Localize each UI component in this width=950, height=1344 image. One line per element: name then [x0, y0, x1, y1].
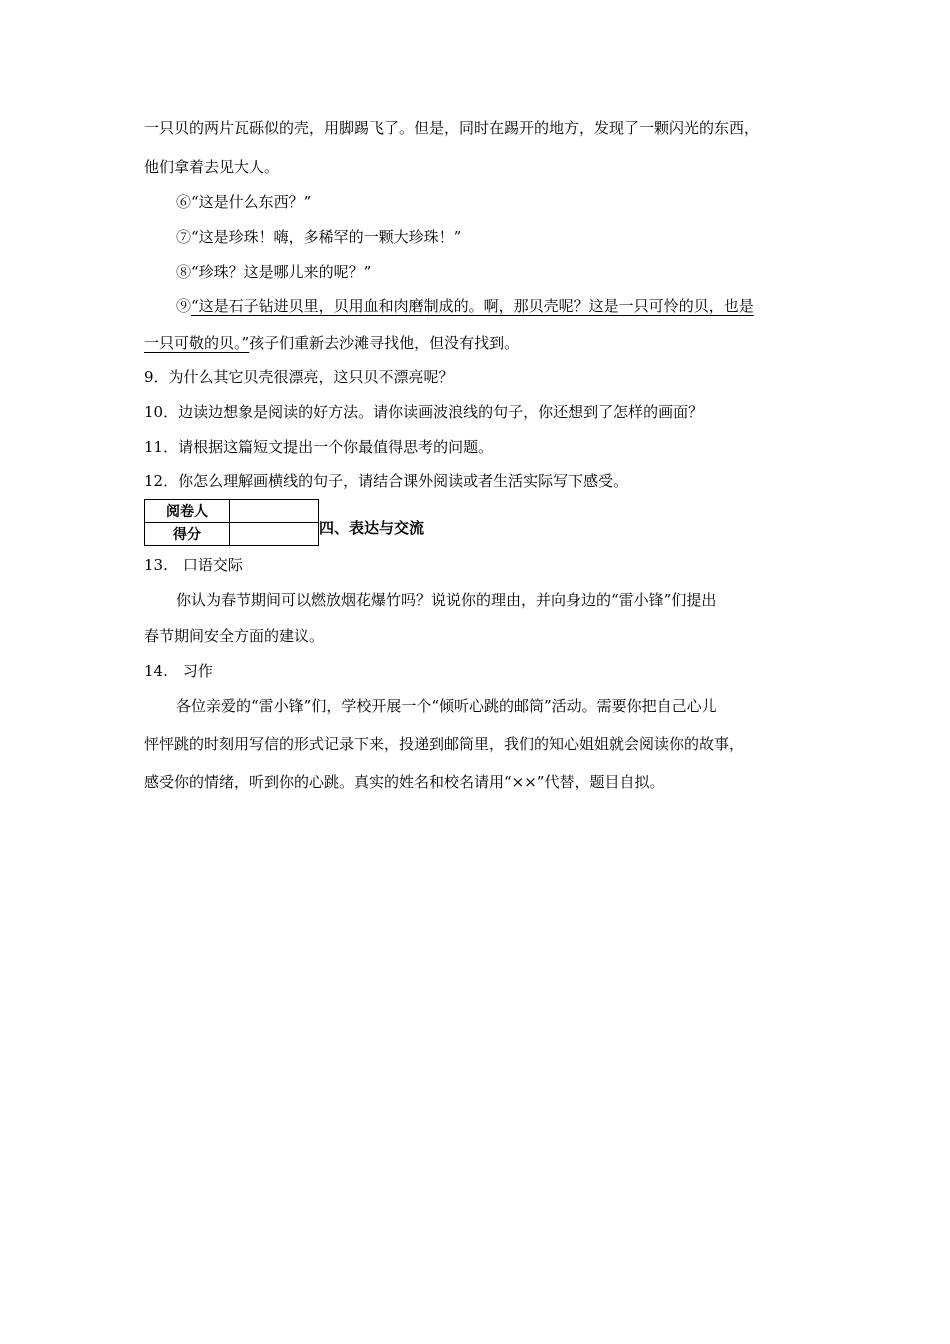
- passage-paragraph-9: [176, 296, 754, 316]
- underlined-sentence: “这是石子钻进贝里，贝用血和肉磨制成的。啊，那贝壳呢？这是一只可怜的贝，也是: [191, 297, 754, 315]
- question-12: 12．你怎么理解画横线的句子，请结合课外阅读或者生活实际写下感受。: [144, 472, 629, 490]
- question-10: 10．边读边想象是阅读的好方法。请你读画波浪线的句子，你还想到了怎样的画面？: [144, 403, 704, 421]
- question-14-text: 各位亲爱的“雷小锋”们，学校开展一个“倾听心跳的邮筒”活动。需要你把自己心儿: [176, 697, 717, 715]
- question-13-heading: 13. 口语交际: [144, 556, 243, 574]
- question-14-heading: 14. 习作: [144, 662, 213, 680]
- paragraph-number: ⑨: [176, 297, 192, 315]
- question-13-text: 春节期间安全方面的建议。: [144, 627, 325, 645]
- question-14-text: 怦怦跳的时刻用写信的形式记录下来，投递到邮筒里，我们的知心姐姐就会阅读你的故事，: [144, 735, 745, 753]
- passage-paragraph-7: ⑦“这是珍珠！嗨，多稀罕的一颗大珍珠！”: [176, 228, 462, 246]
- passage-paragraph-6: ⑥“这是什么东西？”: [176, 193, 312, 211]
- passage-paragraph-8: ⑧“珍珠？这是哪儿来的呢？”: [176, 263, 372, 281]
- question-9: 9．为什么其它贝壳很漂亮，这只贝不漂亮呢？: [144, 368, 454, 386]
- passage-text: 孩子们重新去沙滩寻找他，但没有找到。: [249, 334, 520, 352]
- score-cell[interactable]: [230, 523, 319, 546]
- score-table: [144, 499, 319, 546]
- question-11: 11．请根据这篇短文提出一个你最值得思考的问题。: [144, 438, 494, 456]
- underlined-sentence: 一只可敬的贝。”: [144, 334, 250, 352]
- passage-line: 一只贝的两片瓦砾似的壳，用脚踢飞了。但是，同时在踢开的地方，发现了一颗闪光的东西，: [144, 119, 760, 137]
- passage-line: 他们拿着去见大人。: [144, 158, 280, 176]
- question-13-text: 你认为春节期间可以燃放烟花爆竹吗？说说你的理由，并向身边的“雷小锋”们提出: [176, 591, 717, 609]
- question-14-text: 感受你的情绪，听到你的心跳。真实的姓名和校名请用“××”代替，题目自拟。: [144, 773, 665, 791]
- score-label: 得分: [145, 523, 230, 546]
- passage-paragraph-9-continued: [144, 333, 519, 353]
- reviewer-label: 阅卷人: [145, 500, 230, 523]
- section-title: 四、表达与交流: [319, 519, 425, 537]
- reviewer-cell[interactable]: [230, 500, 319, 523]
